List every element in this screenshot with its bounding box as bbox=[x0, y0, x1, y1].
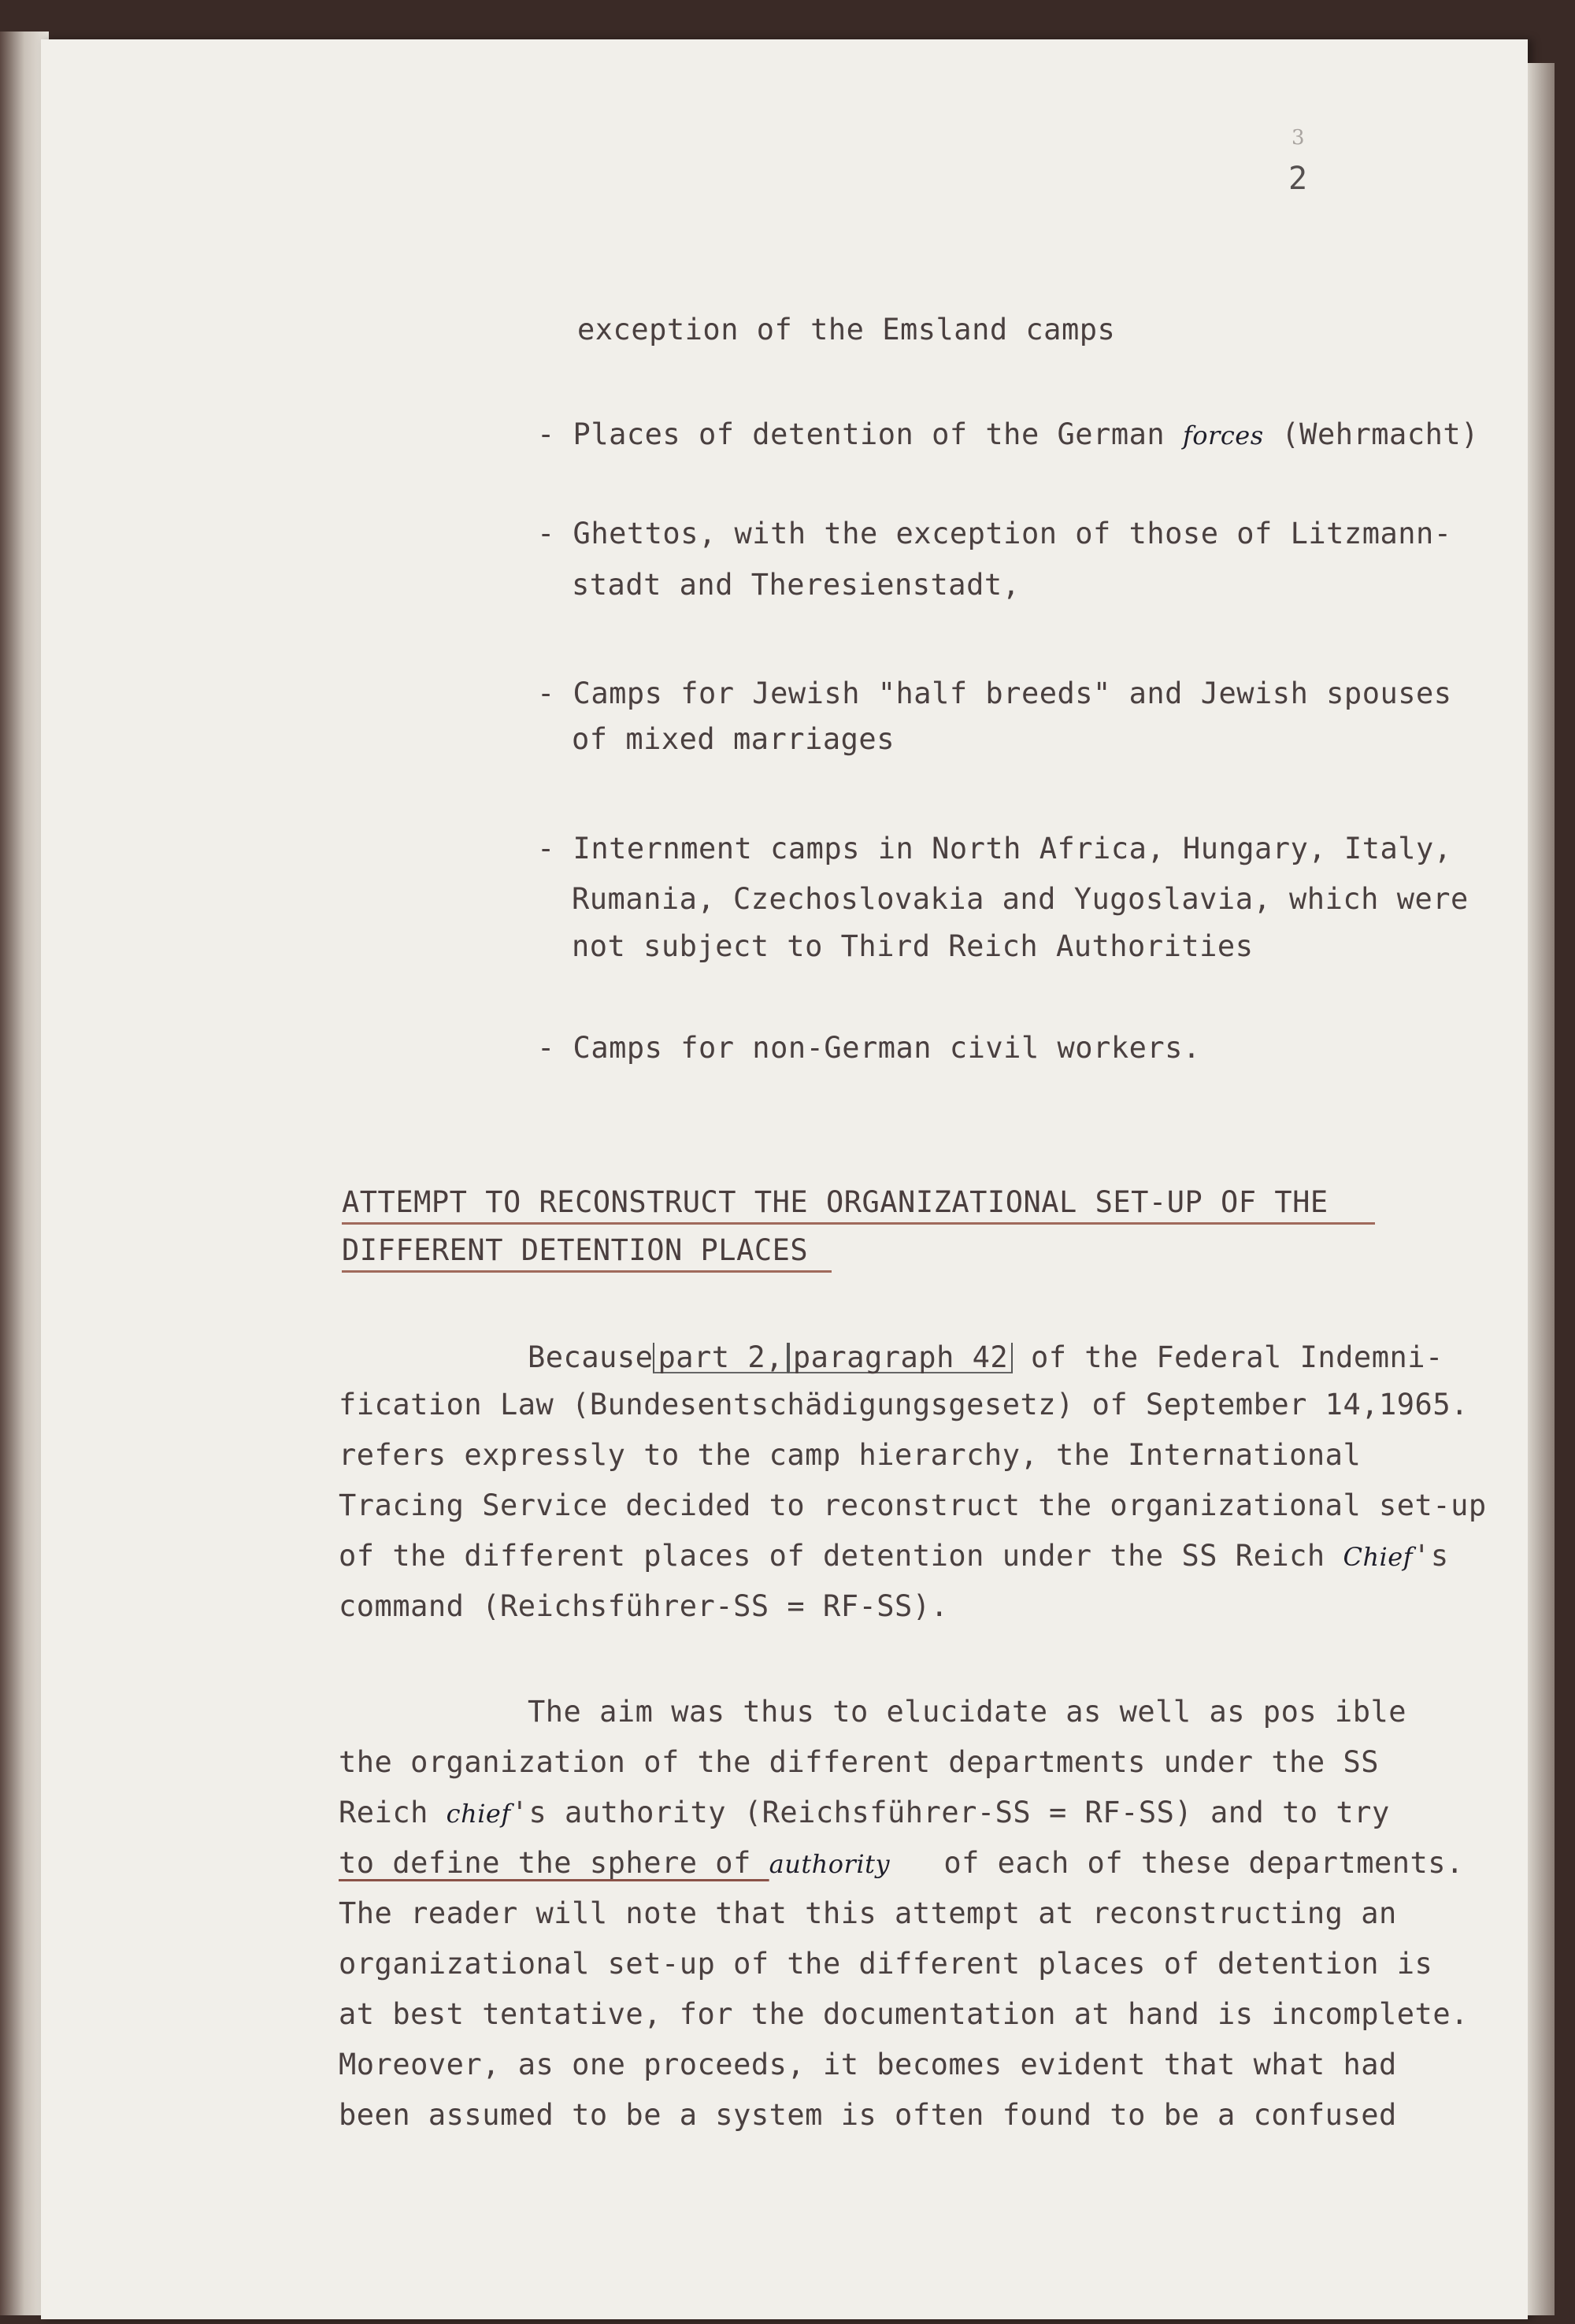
page-number: 2 bbox=[1288, 161, 1308, 197]
list-item: - Camps for Jewish "half breeds" and Jewish spouses bbox=[537, 676, 1452, 710]
paragraph-text: of the different places of detention under the SS Reich bbox=[339, 1539, 1343, 1573]
list-item-continuation: of mixed marriages bbox=[572, 722, 895, 756]
paragraph-line: the organization of the different departments under the SS bbox=[339, 1745, 1380, 1779]
paragraph-text: of each of these departments. bbox=[890, 1846, 1464, 1880]
paragraph-text: Because bbox=[528, 1340, 654, 1374]
boxed-reference: paragraph 42 bbox=[788, 1343, 1013, 1373]
list-item-text: (Wehrmacht) bbox=[1263, 417, 1479, 451]
paragraph-line: Moreover, as one proceeds, it becomes evident that what had bbox=[339, 2048, 1397, 2081]
handwritten-correction: chief bbox=[446, 1799, 511, 1829]
handwritten-correction: forces bbox=[1182, 421, 1264, 450]
underlined-text: to define the sphere of bbox=[339, 1846, 769, 1880]
paragraph-line: refers expressly to the camp hierarchy, the International bbox=[339, 1438, 1362, 1472]
paragraph-line bbox=[528, 1340, 1443, 1374]
paragraph-text: 's authority (Reichsführer-SS = RF-SS) and to try bbox=[510, 1796, 1390, 1829]
list-item-continuation: not subject to Third Reich Authorities bbox=[572, 929, 1254, 963]
list-item-continuation: stadt and Theresienstadt, bbox=[572, 568, 1021, 602]
paragraph-line: organizational set-up of the different places of detention is bbox=[339, 1947, 1433, 1981]
paragraph-line: fication Law (Bundesentschädigungsgesetz) of September 14,1965. bbox=[339, 1388, 1469, 1421]
section-heading-line-2: DIFFERENT DETENTION PLACES bbox=[342, 1233, 809, 1267]
heading-underline bbox=[342, 1222, 1375, 1225]
paragraph-line: been assumed to be a system is often found to be a confused bbox=[339, 2098, 1397, 2132]
list-item: - Internment camps in North Africa, Hungary, Italy, bbox=[537, 832, 1452, 865]
paragraph-line: at best tentative, for the documentation at hand is incomplete. bbox=[339, 1997, 1469, 2031]
handwritten-correction: Chief bbox=[1343, 1542, 1414, 1572]
paragraph-line bbox=[339, 1796, 1390, 1829]
handwritten-correction: authority bbox=[769, 1849, 891, 1879]
list-item-text: - Places of detention of the German bbox=[537, 417, 1183, 451]
paragraph-text: Reich bbox=[339, 1796, 447, 1829]
list-item: - Camps for non-German civil workers. bbox=[537, 1031, 1201, 1065]
boxed-reference: part 2, bbox=[653, 1343, 788, 1373]
paragraph-line bbox=[339, 1846, 1464, 1880]
paragraph-line: The reader will note that this attempt at reconstructing an bbox=[339, 1896, 1397, 1930]
paragraph-line: The aim was thus to elucidate as well as pos ible bbox=[528, 1695, 1407, 1729]
list-item-continuation: Rumania, Czechoslovakia and Yugoslavia, which were bbox=[572, 882, 1469, 916]
paragraph-line bbox=[339, 1539, 1449, 1573]
list-item bbox=[537, 417, 1479, 451]
paragraph-line: Tracing Service decided to reconstruct the organizational set-up bbox=[339, 1488, 1487, 1522]
pencil-mark: 3 bbox=[1292, 126, 1305, 150]
paragraph-text: 's bbox=[1413, 1539, 1449, 1573]
list-intro-tail: exception of the Emsland camps bbox=[577, 313, 1116, 347]
section-heading-line-1: ATTEMPT TO RECONSTRUCT THE ORGANIZATIONAL SET-UP OF THE bbox=[342, 1185, 1329, 1219]
list-item: - Ghettos, with the exception of those of Litzmann- bbox=[537, 517, 1452, 550]
paragraph-text: of the Federal Indemni- bbox=[1030, 1340, 1443, 1374]
heading-underline bbox=[342, 1270, 832, 1273]
paragraph-line: command (Reichsführer-SS = RF-SS). bbox=[339, 1589, 949, 1623]
right-page-edge bbox=[1528, 63, 1555, 2315]
